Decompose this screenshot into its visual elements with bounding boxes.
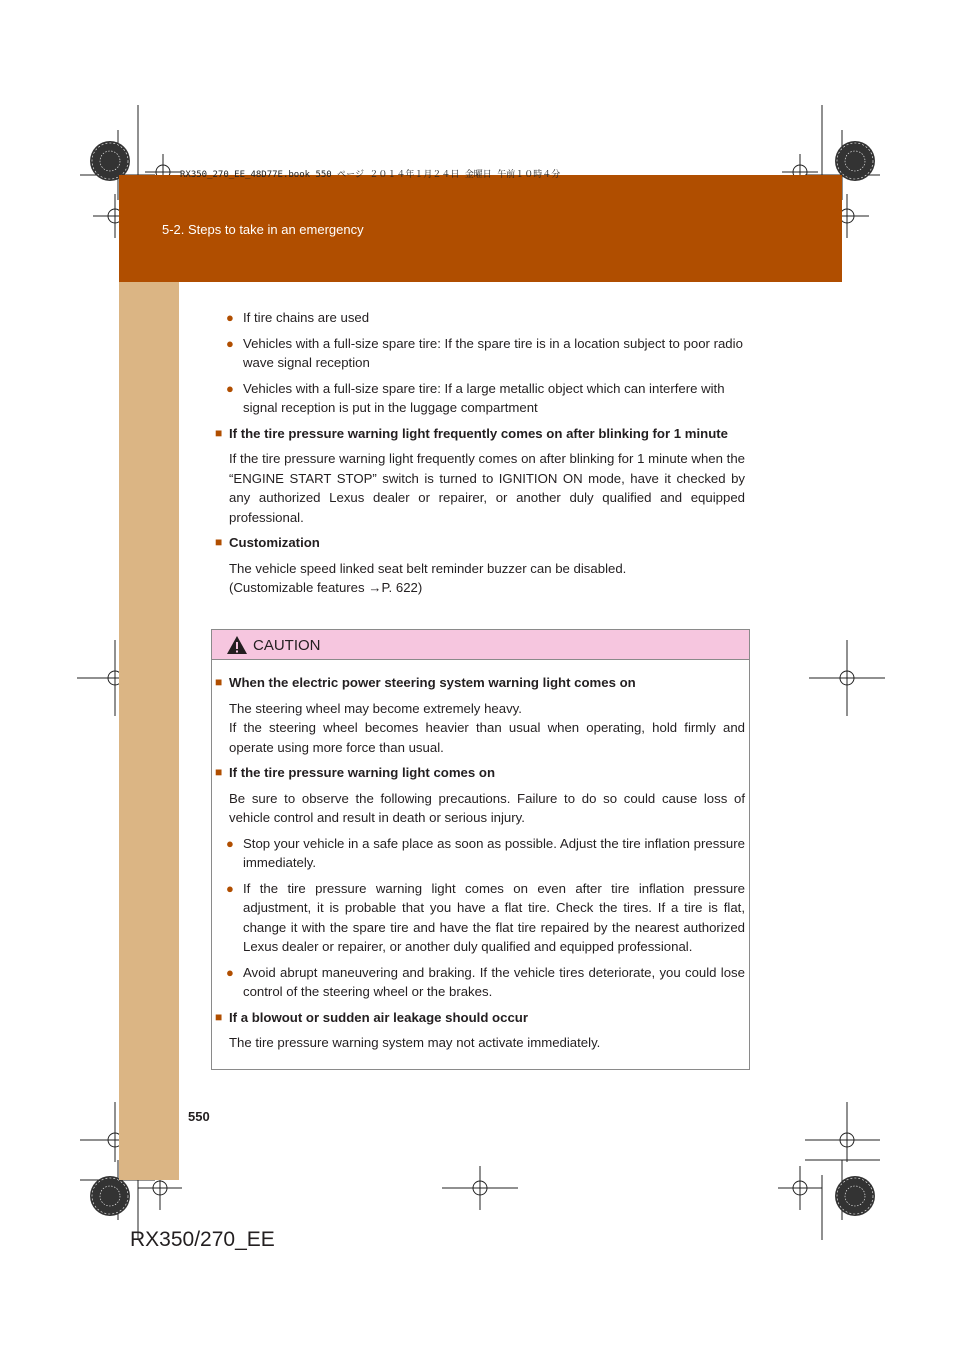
print-info-line: RX350_270_EE_48D77E.book 550 ページ ２０１４年１月２４日 金曜日 午前１０時４分 — [180, 170, 561, 180]
list-item — [215, 963, 745, 1002]
heading-text: If the tire pressure warning light frequently comes on after blinking for 1 minute — [229, 425, 729, 441]
section-heading — [215, 673, 745, 693]
caution-label: CAUTION — [253, 637, 321, 654]
caution-content — [215, 673, 745, 1059]
list-item — [215, 334, 745, 373]
bullet-icon: ● — [226, 964, 234, 980]
square-bullet-icon: ■ — [215, 765, 223, 779]
section-title: 5-2. Steps to take in an emergency — [162, 222, 364, 237]
list-item-text: Vehicles with a full-size spare tire: If the spare tire is in a location subject to poor radio wave signal reception — [243, 335, 743, 370]
heading-text: Customization — [229, 535, 320, 550]
body-line: (Customizable features →P. 622) — [229, 580, 423, 595]
sidebar-band — [119, 175, 179, 1180]
list-item-text: Avoid abrupt maneuvering and braking. If the vehicle tires deteriorate, you could lose control of the steering wheel or the brakes. — [243, 964, 745, 999]
page-number: 550 — [188, 1109, 210, 1124]
list-item — [215, 879, 745, 957]
section-heading — [215, 424, 745, 444]
bullet-icon: ● — [226, 880, 234, 896]
section-body: Be sure to observe the following precautions. Failure to do so could cause loss of vehicle control and result in death or serious injury. — [229, 790, 745, 825]
body-line: If the steering wheel becomes heavier than usual when operating, hold firmly and operate using more force than usual. — [229, 720, 745, 755]
bullet-icon: ● — [226, 335, 234, 351]
main-content — [215, 308, 745, 598]
model-code: RX350/270_EE — [130, 1228, 275, 1251]
section-body — [215, 559, 745, 598]
bullet-icon: ● — [226, 310, 234, 325]
square-bullet-icon: ■ — [215, 425, 223, 440]
heading-text: If a blowout or sudden air leakage should occur — [229, 1009, 528, 1025]
section-body: The tire pressure warning system may not activate immediately. — [229, 1035, 601, 1050]
section-body — [215, 699, 745, 758]
square-bullet-icon: ■ — [215, 1009, 223, 1024]
list-item-text: Stop your vehicle in a safe place as soon as possible. Adjust the tire inflation pressure immediately. — [243, 835, 745, 870]
bullet-icon: ● — [226, 835, 234, 851]
list-item — [215, 308, 745, 328]
list-item — [215, 379, 745, 418]
warning-triangle-icon — [226, 635, 248, 655]
section-heading — [215, 763, 745, 783]
body-line: The vehicle speed linked seat belt reminder buzzer can be disabled. — [229, 560, 627, 576]
section-body: If the tire pressure warning light frequently comes on after blinking for 1 minute when the “ENGINE START STOP” switch is turned to IGNITION ON mode, have it checked by any authorized Lexus dealer or repairer, or another duly qualified and equipped professional. — [229, 451, 745, 525]
heading-text: If the tire pressure warning light comes on — [229, 765, 495, 780]
section-heading — [215, 533, 745, 553]
list-item-text: If tire chains are used — [243, 310, 370, 325]
heading-text: When the electric power steering system warning light comes on — [229, 675, 636, 690]
section-heading — [215, 1008, 745, 1028]
list-item — [215, 834, 745, 873]
list-item-text: If the tire pressure warning light comes on even after tire inflation pressure adjustment, it is probable that you have a flat tire. Check the tires. If a tire is flat, change it with the spare tire and have the flat tire repaired by the nearest authorized Lexus dealer or repairer, or another duly qualified and equipped professional. — [243, 880, 745, 954]
square-bullet-icon: ■ — [215, 675, 223, 689]
bullet-icon: ● — [226, 380, 234, 396]
list-item-text: Vehicles with a full-size spare tire: If a large metallic object which can interfere with signal reception is put in the luggage compartment — [243, 380, 725, 415]
body-line: The steering wheel may become extremely heavy. — [229, 700, 522, 716]
square-bullet-icon: ■ — [215, 535, 223, 549]
